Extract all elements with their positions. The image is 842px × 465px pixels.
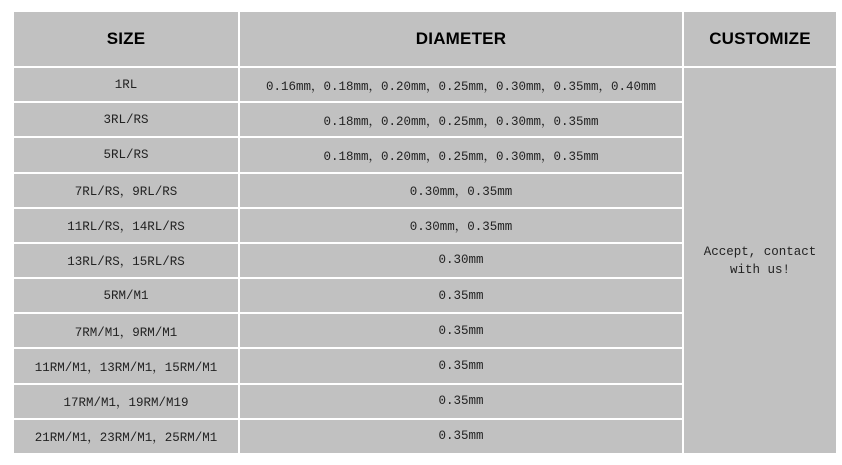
- table-row: [13, 67, 837, 102]
- size-diameter-table: [12, 10, 838, 455]
- diameter-cell: 0.35mm: [239, 348, 683, 383]
- diameter-cell: 0.35mm: [239, 419, 683, 454]
- customize-cell: Accept, contact with us!: [683, 67, 837, 454]
- diameter-cell: 0.35mm: [239, 313, 683, 348]
- size-cell: 21RM/M1，23RM/M1，25RM/M1: [13, 419, 239, 454]
- size-cell: 5RL/RS: [13, 137, 239, 172]
- size-cell: 17RM/M1，19RM/M19: [13, 384, 239, 419]
- size-cell: 7RL/RS，9RL/RS: [13, 173, 239, 208]
- header-row: [13, 11, 837, 67]
- header-size: SIZE: [13, 11, 239, 67]
- size-cell: 7RM/M1，9RM/M1: [13, 313, 239, 348]
- size-cell: 3RL/RS: [13, 102, 239, 137]
- diameter-cell: 0.35mm: [239, 384, 683, 419]
- diameter-cell: 0.16mm，0.18mm，0.20mm，0.25mm，0.30mm，0.35mm，0.40mm: [239, 67, 683, 102]
- size-cell: 11RM/M1，13RM/M1，15RM/M1: [13, 348, 239, 383]
- diameter-cell: 0.18mm，0.20mm，0.25mm，0.30mm，0.35mm: [239, 102, 683, 137]
- diameter-cell: 0.35mm: [239, 278, 683, 313]
- diameter-cell: 0.18mm，0.20mm，0.25mm，0.30mm，0.35mm: [239, 137, 683, 172]
- size-cell: 11RL/RS，14RL/RS: [13, 208, 239, 243]
- header-customize: CUSTOMIZE: [683, 11, 837, 67]
- size-cell: 13RL/RS，15RL/RS: [13, 243, 239, 278]
- header-diameter: DIAMETER: [239, 11, 683, 67]
- diameter-cell: 0.30mm，0.35mm: [239, 208, 683, 243]
- diameter-cell: 0.30mm，0.35mm: [239, 173, 683, 208]
- size-cell: 1RL: [13, 67, 239, 102]
- size-cell: 5RM/M1: [13, 278, 239, 313]
- diameter-cell: 0.30mm: [239, 243, 683, 278]
